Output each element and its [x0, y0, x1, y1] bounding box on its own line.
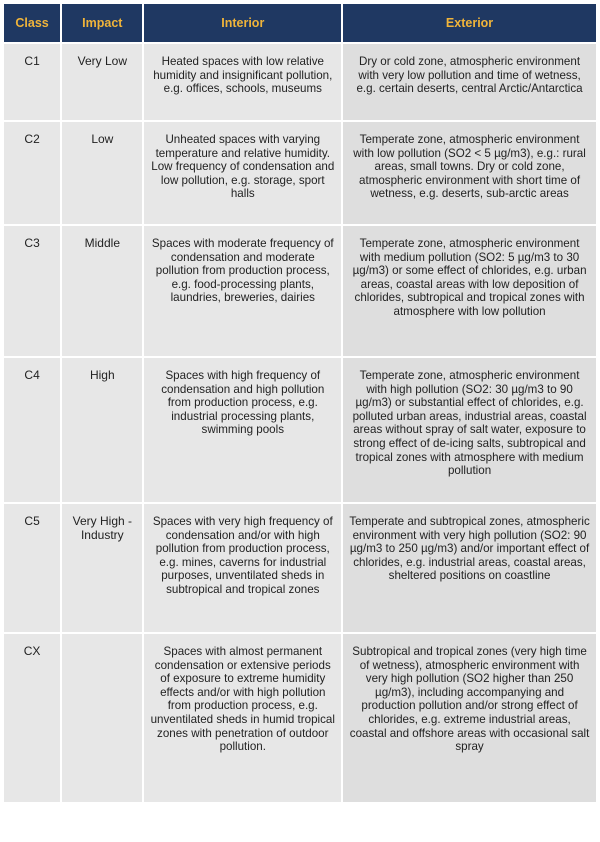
table-row-c3: [4, 226, 596, 356]
cell-interior: Heated spaces with low relative humidity and insignificant pollution, e.g. offices, schools, museums: [144, 44, 341, 120]
cell-impact: [62, 634, 142, 802]
header-row: [4, 4, 596, 42]
cell-interior: Unheated spaces with varying temperature and relative humidity. Low frequency of condensation and low pollution, e.g. storage, sport halls: [144, 122, 341, 224]
cell-exterior: Temperate zone, atmospheric environment with high pollution (SO2: 30 µg/m3 to 90 µg/m3) or substantial effect of chlorides, e.g. polluted urban areas, industrial areas, coastal areas without spray of salt water, exposure to strong effect of de-icing salts, subtropical and tropical zones with atmosphere with medium pollution: [343, 358, 596, 502]
table-header: [4, 4, 596, 42]
cell-class: C2: [4, 122, 60, 224]
header-class: Class: [4, 4, 60, 42]
corrosivity-table-container: [2, 2, 598, 804]
table-row-c4: [4, 358, 596, 502]
cell-exterior: Subtropical and tropical zones (very high time of wetness), atmospheric environment with very high pollution (SO2 higher than 250 µg/m3), including accompanying and production pollution and/or strong effect of chlorides, e.g. extreme industrial areas, coastal and offshore areas with occasional salt spray: [343, 634, 596, 802]
cell-class: C5: [4, 504, 60, 632]
cell-class: C4: [4, 358, 60, 502]
cell-impact: High: [62, 358, 142, 502]
cell-impact: Very High - Industry: [62, 504, 142, 632]
cell-interior: Spaces with very high frequency of condensation and/or with high pollution from production process, e.g. mines, caverns for industrial purposes, unventilated sheds in subtropical and tropical zones: [144, 504, 341, 632]
cell-exterior: Temperate zone, atmospheric environment with medium pollution (SO2: 5 µg/m3 to 30 µg/m3) or some effect of chlorides, e.g. urban areas, coastal areas with low deposition of chlorides, subtropical and tropical zones with atmosphere with low pollution: [343, 226, 596, 356]
cell-class: C1: [4, 44, 60, 120]
cell-exterior: Temperate and subtropical zones, atmospheric environment with very high pollution (SO2: 90 µg/m3 to 250 µg/m3) and/or important effect of chlorides, e.g. industrial areas, coastal areas, sheltered positions on coastline: [343, 504, 596, 632]
cell-class: C3: [4, 226, 60, 356]
cell-interior: Spaces with almost permanent condensation or extensive periods of exposure to extreme humidity effects and/or with high pollution from production process, e.g. unventilated sheds in humid tropical zones with penetration of outdoor pollution.: [144, 634, 341, 802]
header-interior: Interior: [144, 4, 341, 42]
table-row-c1: [4, 44, 596, 120]
cell-impact: Very Low: [62, 44, 142, 120]
table-row-c2: [4, 122, 596, 224]
cell-interior: Spaces with high frequency of condensation and high pollution from production process, e.g. industrial processing plants, swimming pools: [144, 358, 341, 502]
table-row-c5: [4, 504, 596, 632]
cell-impact: Middle: [62, 226, 142, 356]
cell-interior: Spaces with moderate frequency of condensation and moderate pollution from production process, e.g. food-processing plants, laundries, breweries, dairies: [144, 226, 341, 356]
corrosivity-classes-table: [2, 2, 598, 804]
cell-exterior: Temperate zone, atmospheric environment with low pollution (SO2 < 5 µg/m3), e.g.: rural areas, small towns. Dry or cold zone, atmospheric environment with short time of wetness, e.g. deserts, sub-arctic areas: [343, 122, 596, 224]
cell-class: CX: [4, 634, 60, 802]
header-exterior: Exterior: [343, 4, 596, 42]
header-impact: Impact: [62, 4, 142, 42]
table-body: [4, 44, 596, 802]
table-row-cx: [4, 634, 596, 802]
cell-exterior: Dry or cold zone, atmospheric environment with very low pollution and time of wetness, e.g. certain deserts, central Arctic/Antarctica: [343, 44, 596, 120]
cell-impact: Low: [62, 122, 142, 224]
